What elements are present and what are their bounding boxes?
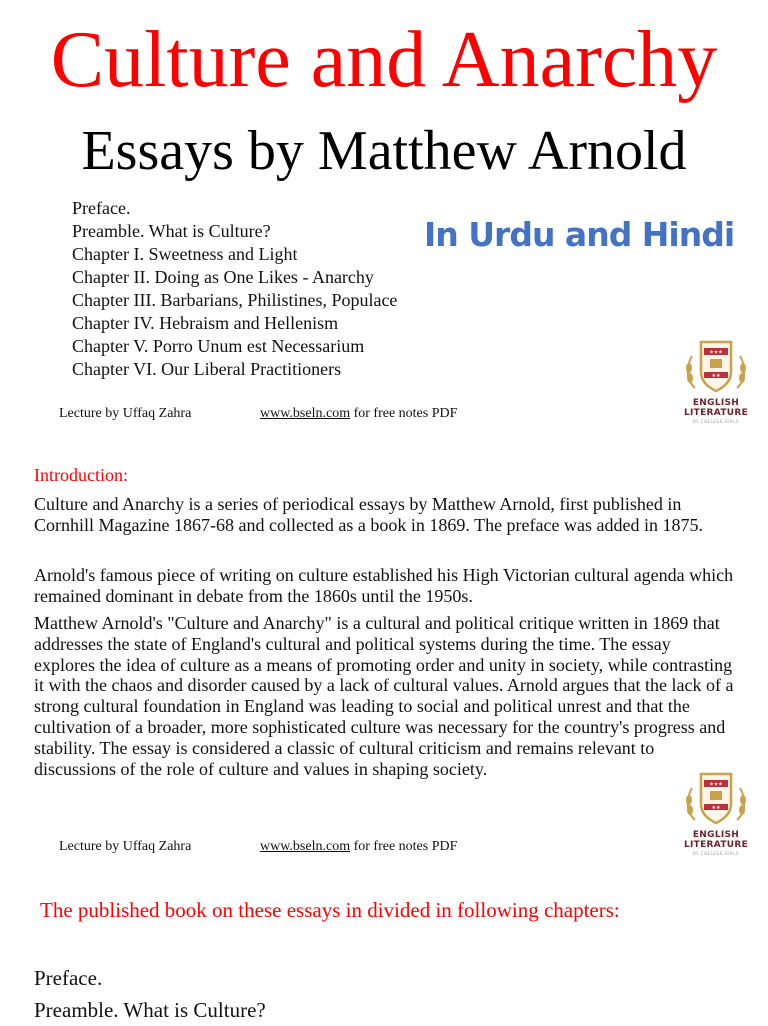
footer-link-line	[260, 405, 457, 423]
chapter-item: Preface.	[34, 966, 103, 990]
intro-paragraph: Matthew Arnold's "Culture and Anarchy" is a cultural and political critique written in 1869 that addresses the state of England's cultural and political systems during the time. The essay explores the idea of culture as a means of promoting order and unity in society, while contrasting it with the chaos and disorder caused by a lack of cultural values. Arnold argues that the lack of a strong cultural foundation in England was leading to social and political unrest and that the cultivation of a broader, more sophisticated culture was necessary for the country's progress and stability. The essay is considered a classic of cultural criticism and remains relevant to discussions of the role of culture and values in shaping society.	[34, 613, 734, 779]
english-literature-logo	[676, 770, 756, 857]
chapter-item: Preamble. What is Culture?	[34, 998, 266, 1022]
toc-item: Chapter II. Doing as One Likes - Anarchy	[72, 267, 374, 287]
logo-line-1: ENGLISH	[692, 830, 740, 840]
toc-item: Preamble. What is Culture?	[72, 221, 271, 241]
toc-item: Chapter VI. Our Liberal Practitioners	[72, 359, 342, 379]
crest-icon	[681, 338, 751, 398]
svg-text:★★★: ★★★	[709, 349, 723, 356]
footer-note: for free notes PDF	[350, 406, 458, 421]
toc-item: Chapter I. Sweetness and Light	[72, 244, 298, 264]
footer-note: for free notes PDF	[350, 839, 458, 854]
toc-item: Chapter III. Barbarians, Philistines, Populace	[72, 290, 398, 310]
logo-line-3: BY COLLEGE GIRLS	[693, 851, 739, 856]
logo-line-1: ENGLISH	[692, 398, 740, 408]
website-link[interactable]: www.bseln.com	[260, 406, 351, 421]
logo-line-3: BY COLLEGE GIRLS	[693, 419, 739, 424]
english-literature-logo	[676, 338, 756, 425]
toc-item: Preface.	[72, 198, 131, 218]
lecture-credit: Lecture by Uffaq Zahra	[59, 839, 192, 854]
intro-paragraph: Arnold's famous piece of writing on culture established his High Victorian cultural agenda which remained dominant in debate from the 1860s until the 1950s.	[34, 565, 734, 606]
intro-paragraph: Culture and Anarchy is a series of periodical essays by Matthew Arnold, first published in Cornhill Magazine 1867-68 and collected as a book in 1869. The preface was added in 1875.	[34, 494, 703, 535]
introduction-heading: Introduction:	[34, 465, 128, 485]
logo-line-2: LITERATURE	[683, 408, 749, 418]
website-link[interactable]: www.bseln.com	[260, 839, 351, 854]
svg-text:★★: ★★	[711, 373, 721, 379]
chapters-heading: The published book on these essays in divided in following chapters:	[40, 898, 620, 922]
toc-item: Chapter IV. Hebraism and Hellenism	[72, 313, 339, 333]
logo-line-2: LITERATURE	[683, 840, 749, 850]
chapter-list	[34, 962, 266, 1026]
svg-text:★★: ★★	[711, 805, 721, 811]
toc-item: Chapter V. Porro Unum est Necessarium	[72, 336, 365, 356]
language-note: In Urdu and Hindi	[424, 215, 735, 254]
document-subtitle: Essays by Matthew Arnold	[81, 120, 687, 182]
table-of-contents	[72, 197, 397, 381]
footer-link-line	[260, 838, 457, 856]
svg-text:★★★: ★★★	[709, 781, 723, 788]
crest-icon	[681, 770, 751, 830]
document-title: Culture and Anarchy	[50, 16, 718, 104]
lecture-credit: Lecture by Uffaq Zahra	[59, 406, 192, 421]
